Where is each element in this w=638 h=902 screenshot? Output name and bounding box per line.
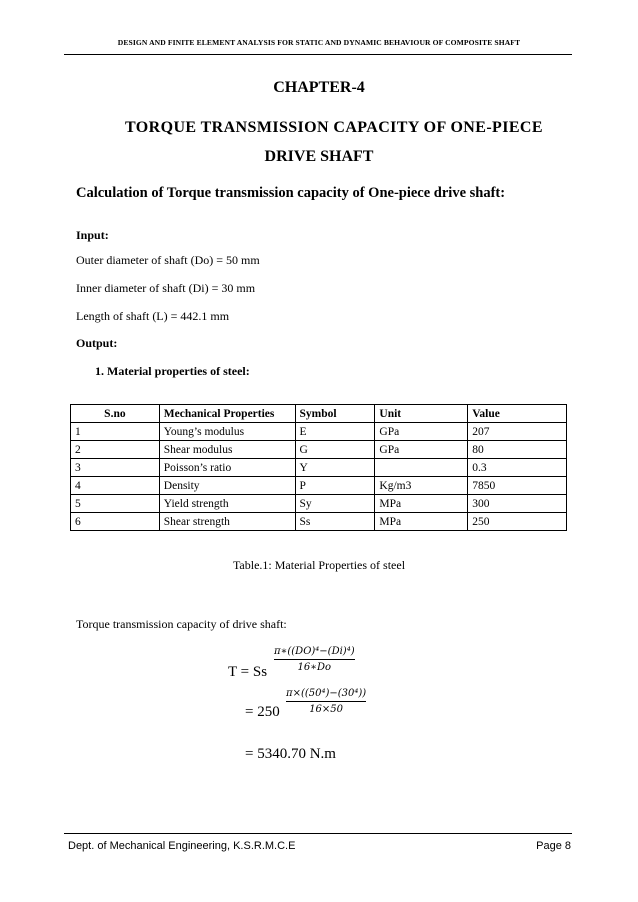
- table-cell: Poisson’s ratio: [159, 459, 295, 477]
- table-row: [71, 513, 567, 531]
- table-cell: Density: [159, 477, 295, 495]
- list-item-material-properties: 1. Material properties of steel:: [95, 364, 250, 378]
- formula-step2-fraction: [286, 688, 366, 715]
- formula-result: = 5340.70 N.m: [245, 746, 336, 762]
- table-row: [71, 495, 567, 513]
- formula-denominator: 16∗𝐷𝑜: [297, 662, 332, 673]
- table-cell: 3: [71, 459, 160, 477]
- table-header-cell: Unit: [375, 405, 468, 423]
- table-header-cell: S.no: [71, 405, 160, 423]
- table-cell: 4: [71, 477, 160, 495]
- running-head: DESIGN AND FINITE ELEMENT ANALYSIS FOR STATIC AND DYNAMIC BEHAVIOUR OF COMPOSITE SHAFT: [117, 38, 521, 47]
- formula-step2-lhs: = 250: [245, 704, 280, 720]
- table-cell: Kg/m3: [375, 477, 468, 495]
- chapter-title-line2: DRIVE SHAFT: [264, 148, 374, 165]
- table-row: [71, 423, 567, 441]
- fraction-bar: [286, 701, 366, 702]
- table-row: [71, 477, 567, 495]
- formula-fraction: [274, 646, 355, 673]
- table-cell: MPa: [375, 513, 468, 531]
- table-cell: Ss: [295, 513, 375, 531]
- formula-intro: Torque transmission capacity of drive shaft:: [76, 617, 287, 631]
- section-heading: Calculation of Torque transmission capacity of One-piece drive shaft:: [76, 185, 506, 201]
- footer-rule: [64, 833, 572, 834]
- formula-numerator: π∗((𝐷𝑂)⁴−(𝐷𝑖)⁴): [274, 646, 355, 657]
- table-cell: 80: [468, 441, 567, 459]
- table-cell: 5: [71, 495, 160, 513]
- chapter-title-line1: TORQUE TRANSMISSION CAPACITY OF ONE-PIECE: [125, 119, 543, 136]
- footer-department: Dept. of Mechanical Engineering, K.S.R.M.C.E: [68, 840, 296, 852]
- table-cell: 2: [71, 441, 160, 459]
- input-line-length: Length of shaft (L) = 442.1 mm: [76, 309, 230, 323]
- table-cell: [375, 459, 468, 477]
- table-row: [71, 459, 567, 477]
- table-row: [71, 441, 567, 459]
- table-cell: 207: [468, 423, 567, 441]
- table-cell: MPa: [375, 495, 468, 513]
- table-cell: 0.3: [468, 459, 567, 477]
- table-cell: P: [295, 477, 375, 495]
- table-cell: GPa: [375, 441, 468, 459]
- formula-step2-denominator: 16×50: [309, 704, 344, 715]
- table-cell: Shear strength: [159, 513, 295, 531]
- chapter-number: CHAPTER-4: [273, 79, 365, 96]
- footer-page-number: Page 8: [536, 840, 571, 852]
- table-cell: Yield strength: [159, 495, 295, 513]
- table-header-cell: Value: [468, 405, 567, 423]
- table-header-row: [71, 405, 567, 423]
- fraction-bar: [274, 659, 355, 660]
- table-cell: 6: [71, 513, 160, 531]
- table-header-cell: Mechanical Properties: [159, 405, 295, 423]
- input-line-outer-diameter: Outer diameter of shaft (Do) = 50 mm: [76, 253, 260, 267]
- table-cell: 1: [71, 423, 160, 441]
- table-cell: Y: [295, 459, 375, 477]
- material-properties-table: [70, 404, 567, 531]
- table-cell: 7850: [468, 477, 567, 495]
- input-label: Input:: [76, 228, 109, 242]
- table-cell: Young’s modulus: [159, 423, 295, 441]
- formula-lhs: T = Ss: [228, 664, 268, 680]
- table-header-cell: Symbol: [295, 405, 375, 423]
- formula-step2-numerator: π×((50⁴)−(30⁴)): [286, 688, 367, 699]
- table-caption: Table.1: Material Properties of steel: [232, 558, 406, 572]
- table-cell: E: [295, 423, 375, 441]
- table-cell: 250: [468, 513, 567, 531]
- input-line-inner-diameter: Inner diameter of shaft (Di) = 30 mm: [76, 281, 256, 295]
- table-cell: GPa: [375, 423, 468, 441]
- output-label: Output:: [76, 336, 118, 350]
- table-cell: Sy: [295, 495, 375, 513]
- header-rule: [64, 54, 572, 55]
- table-cell: G: [295, 441, 375, 459]
- table-cell: 300: [468, 495, 567, 513]
- table-cell: Shear modulus: [159, 441, 295, 459]
